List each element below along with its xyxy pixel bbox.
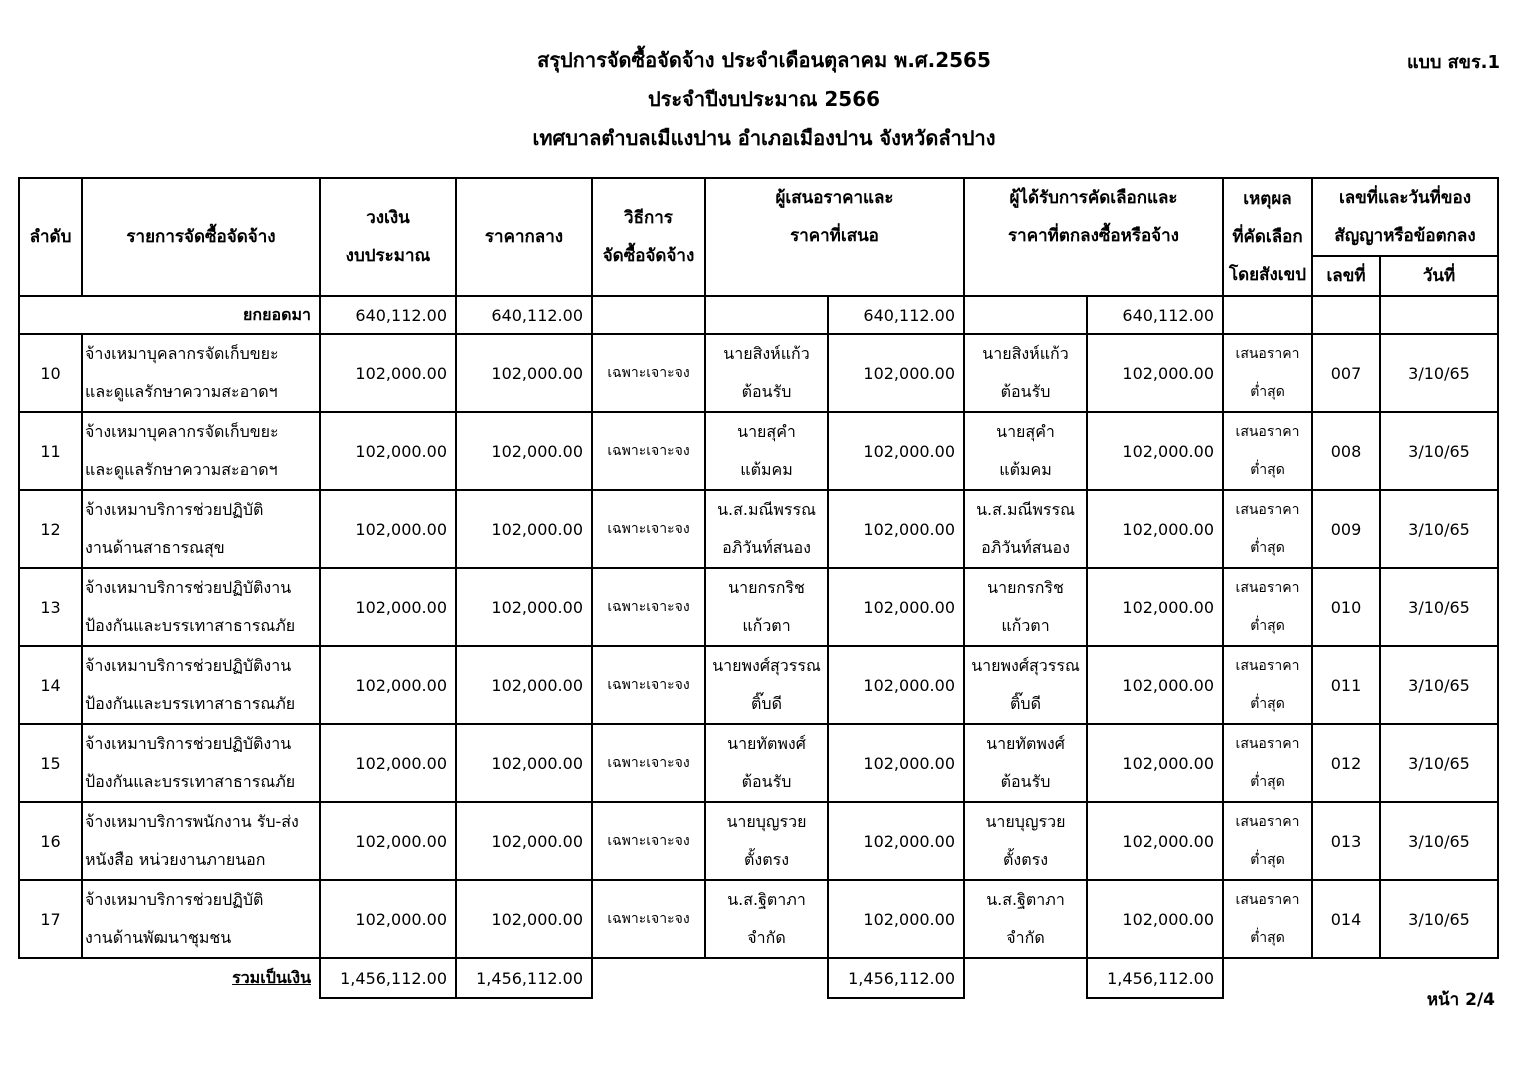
row-winner-line2: ตั้งตรง [1003, 850, 1048, 869]
carry-bid-price: 640,112.00 [828, 296, 964, 334]
row-winner [964, 724, 1087, 802]
row-bidder [705, 724, 828, 802]
row-method: เฉพาะเจาะจง [592, 802, 705, 880]
row-item-line2: งานด้านพัฒนาชุมชน [85, 928, 232, 947]
row-winner [964, 646, 1087, 724]
total-win-price: 1,456,112.00 [1087, 958, 1223, 998]
carry-forward-label: ยกยอดมา [19, 296, 320, 334]
row-bidder-line1: นายทัตพงศ์ [727, 734, 806, 753]
row-bidder-line2: อภิวันท์สนอง [722, 538, 811, 557]
row-item-line2: และดูแลรักษาความสะอาดฯ [85, 460, 278, 479]
row-item [82, 490, 320, 568]
row-contract-no: 010 [1312, 568, 1380, 646]
header-row [19, 178, 1498, 256]
row-budget: 102,000.00 [320, 490, 456, 568]
row-median: 102,000.00 [456, 568, 592, 646]
row-contract-date: 3/10/65 [1380, 568, 1498, 646]
row-reason [1223, 802, 1312, 880]
row-item-line1: จ้างเหมาบริการช่วยปฏิบัติงาน [85, 734, 292, 753]
row-no: 10 [19, 334, 82, 412]
col-header-budget: วงเงิน งบประมาณ [320, 178, 456, 296]
row-budget: 102,000.00 [320, 646, 456, 724]
row-method: เฉพาะเจาะจง [592, 412, 705, 490]
table-row [19, 646, 1498, 724]
row-item-line1: จ้างเหมาบุคลากรจัดเก็บขยะ [85, 422, 279, 441]
total-bidder [705, 958, 828, 998]
row-median: 102,000.00 [456, 490, 592, 568]
row-median: 102,000.00 [456, 334, 592, 412]
row-contract-no: 008 [1312, 412, 1380, 490]
carry-median: 640,112.00 [456, 296, 592, 334]
row-winner-line1: น.ส.ฐิตาภา [986, 890, 1065, 909]
row-bidder-line1: นายสิงห์แก้ว [723, 344, 810, 363]
row-win-price: 102,000.00 [1087, 646, 1223, 724]
row-reason-line1: เสนอราคา [1235, 736, 1300, 752]
row-method: เฉพาะเจาะจง [592, 724, 705, 802]
row-reason-line1: เสนอราคา [1235, 814, 1300, 830]
row-bidder-line1: นายพงศ์สุวรรณ [712, 656, 821, 675]
total-median: 1,456,112.00 [456, 958, 592, 998]
row-no: 11 [19, 412, 82, 490]
row-budget: 102,000.00 [320, 412, 456, 490]
row-winner-line2: ต้อนรับ [1000, 382, 1051, 401]
row-bidder-line1: นายสุคำ [737, 422, 796, 441]
row-contract-date: 3/10/65 [1380, 802, 1498, 880]
total-contract-no [1312, 958, 1380, 998]
row-method: เฉพาะเจาะจง [592, 646, 705, 724]
col-header-contract-date: วันที่ [1380, 256, 1498, 296]
row-bidder-line1: น.ส.มณีพรรณ [717, 500, 816, 519]
row-contract-no: 009 [1312, 490, 1380, 568]
row-contract-date: 3/10/65 [1380, 334, 1498, 412]
row-bidder [705, 412, 828, 490]
row-contract-date: 3/10/65 [1380, 490, 1498, 568]
row-win-price: 102,000.00 [1087, 724, 1223, 802]
row-winner-line1: นายทัตพงศ์ [986, 734, 1065, 753]
row-winner-line1: นายสิงห์แก้ว [982, 344, 1069, 363]
carry-win-price: 640,112.00 [1087, 296, 1223, 334]
total-label-text: รวมเป็นเงิน [232, 968, 311, 987]
row-contract-date: 3/10/65 [1380, 724, 1498, 802]
row-reason-line2: ต่ำสุด [1250, 852, 1285, 868]
row-no: 16 [19, 802, 82, 880]
row-bidder-line1: น.ส.ฐิตาภา [727, 890, 806, 909]
row-item-line1: จ้างเหมาบริการช่วยปฏิบัติงาน [85, 656, 292, 675]
row-item-line2: งานด้านสาธารณสุข [85, 538, 225, 557]
row-winner-line2: อภิวันท์สนอง [981, 538, 1070, 557]
table-row [19, 568, 1498, 646]
row-bid-price: 102,000.00 [828, 724, 964, 802]
row-reason-line1: เสนอราคา [1235, 346, 1300, 362]
row-reason-line2: ต่ำสุด [1250, 540, 1285, 556]
table-row [19, 334, 1498, 412]
document-subtitle: ประจำปีงบประมาณ 2566 [647, 87, 881, 111]
row-method: เฉพาะเจาะจง [592, 880, 705, 958]
row-winner [964, 802, 1087, 880]
row-reason-line2: ต่ำสุด [1250, 774, 1285, 790]
row-item [82, 334, 320, 412]
row-win-price: 102,000.00 [1087, 334, 1223, 412]
page-number: หน้า 2/4 [1426, 990, 1495, 1010]
row-winner-line1: นายพงศ์สุวรรณ [971, 656, 1080, 675]
row-reason-line2: ต่ำสุด [1250, 462, 1285, 478]
row-win-price: 102,000.00 [1087, 802, 1223, 880]
form-code: แบบ สขร.1 [1406, 52, 1500, 73]
row-no: 17 [19, 880, 82, 958]
row-reason-line2: ต่ำสุด [1250, 696, 1285, 712]
col-header-reason: เหตุผล ที่คัดเลือก โดยสังเขป [1223, 178, 1312, 296]
row-bidder [705, 490, 828, 568]
row-bid-price: 102,000.00 [828, 412, 964, 490]
row-winner-line2: ต้อนรับ [1000, 772, 1051, 791]
total-winner [964, 958, 1087, 998]
row-bid-price: 102,000.00 [828, 334, 964, 412]
row-reason [1223, 490, 1312, 568]
row-median: 102,000.00 [456, 412, 592, 490]
row-budget: 102,000.00 [320, 568, 456, 646]
row-bidder-line2: แต้มคม [740, 460, 793, 479]
row-winner [964, 334, 1087, 412]
row-bidder-line1: นายกรกริช [728, 578, 805, 597]
row-item-line2: และดูแลรักษาความสะอาดฯ [85, 382, 278, 401]
row-budget: 102,000.00 [320, 724, 456, 802]
row-bid-price: 102,000.00 [828, 490, 964, 568]
document-title: สรุปการจัดซื้อจัดจ้าง ประจำเดือนตุลาคม พ.ศ.2565 [537, 48, 991, 72]
row-contract-no: 013 [1312, 802, 1380, 880]
row-budget: 102,000.00 [320, 880, 456, 958]
table-row [19, 490, 1498, 568]
row-reason [1223, 724, 1312, 802]
row-win-price: 102,000.00 [1087, 568, 1223, 646]
row-bidder [705, 802, 828, 880]
row-item-line2: ป้องกันและบรรเทาสาธารณภัย [85, 772, 296, 791]
row-reason [1223, 412, 1312, 490]
row-bidder [705, 880, 828, 958]
total-label [19, 958, 320, 998]
row-winner-line1: นายกรกริช [987, 578, 1064, 597]
row-winner [964, 412, 1087, 490]
row-bidder-line2: ติ๊บดี [751, 694, 782, 713]
row-no: 12 [19, 490, 82, 568]
row-no: 14 [19, 646, 82, 724]
total-reason [1223, 958, 1312, 998]
row-bid-price: 102,000.00 [828, 646, 964, 724]
carry-reason [1223, 296, 1312, 334]
row-median: 102,000.00 [456, 880, 592, 958]
col-header-median: ราคากลาง [456, 178, 592, 296]
row-item [82, 724, 320, 802]
carry-forward-row [19, 296, 1498, 334]
col-header-method: วิธีการ จัดซื้อจัดจ้าง [592, 178, 705, 296]
row-bidder-line2: ต้อนรับ [741, 772, 792, 791]
row-winner-line1: นายสุคำ [996, 422, 1055, 441]
row-item-line1: จ้างเหมาบริการพนักงาน รับ-ส่ง [85, 812, 299, 831]
row-method: เฉพาะเจาะจง [592, 568, 705, 646]
row-item-line2: หนังสือ หน่วยงานภายนอก [85, 850, 266, 869]
table-row [19, 724, 1498, 802]
row-winner-line2: แก้วตา [1001, 616, 1050, 635]
row-item-line1: จ้างเหมาบริการช่วยปฏิบัติ [85, 500, 264, 519]
row-winner-line1: นายบุญรวย [985, 812, 1066, 831]
row-median: 102,000.00 [456, 802, 592, 880]
row-bidder [705, 646, 828, 724]
row-win-price: 102,000.00 [1087, 880, 1223, 958]
row-reason [1223, 646, 1312, 724]
total-bid-price: 1,456,112.00 [828, 958, 964, 998]
row-winner-line1: น.ส.มณีพรรณ [976, 500, 1075, 519]
row-contract-date: 3/10/65 [1380, 646, 1498, 724]
row-contract-no: 014 [1312, 880, 1380, 958]
row-reason [1223, 568, 1312, 646]
row-reason [1223, 880, 1312, 958]
carry-contract-no [1312, 296, 1380, 334]
procurement-table [18, 177, 1499, 999]
carry-method [592, 296, 705, 334]
row-bidder-line2: ตั้งตรง [744, 850, 789, 869]
row-contract-date: 3/10/65 [1380, 412, 1498, 490]
row-winner [964, 880, 1087, 958]
row-contract-no: 012 [1312, 724, 1380, 802]
row-reason-line1: เสนอราคา [1235, 892, 1300, 908]
row-no: 15 [19, 724, 82, 802]
row-bidder [705, 568, 828, 646]
row-bid-price: 102,000.00 [828, 568, 964, 646]
row-item-line1: จ้างเหมาบริการช่วยปฏิบัติ [85, 890, 264, 909]
table-row [19, 802, 1498, 880]
row-bidder-line2: ต้อนรับ [741, 382, 792, 401]
row-bidder-line1: นายบุญรวย [726, 812, 807, 831]
row-bidder-line2: แก้วตา [742, 616, 791, 635]
row-item-line2: ป้องกันและบรรเทาสาธารณภัย [85, 694, 296, 713]
row-bidder [705, 334, 828, 412]
row-contract-date: 3/10/65 [1380, 880, 1498, 958]
carry-winner [964, 296, 1087, 334]
document-organization: เทศบาลตำบลเมืแงปาน อำเภอเมืองปาน จังหวัดลำปาง [532, 126, 996, 150]
row-median: 102,000.00 [456, 724, 592, 802]
row-method: เฉพาะเจาะจง [592, 490, 705, 568]
carry-budget: 640,112.00 [320, 296, 456, 334]
row-win-price: 102,000.00 [1087, 412, 1223, 490]
row-no: 13 [19, 568, 82, 646]
row-bid-price: 102,000.00 [828, 802, 964, 880]
row-winner [964, 490, 1087, 568]
row-method: เฉพาะเจาะจง [592, 334, 705, 412]
row-reason-line1: เสนอราคา [1235, 580, 1300, 596]
total-budget: 1,456,112.00 [320, 958, 456, 998]
row-reason-line1: เสนอราคา [1235, 424, 1300, 440]
row-win-price: 102,000.00 [1087, 490, 1223, 568]
row-item [82, 802, 320, 880]
col-header-contract-no: เลขที่ [1312, 256, 1380, 296]
row-bid-price: 102,000.00 [828, 880, 964, 958]
row-item [82, 412, 320, 490]
row-reason-line2: ต่ำสุด [1250, 384, 1285, 400]
row-item [82, 646, 320, 724]
row-item-line1: จ้างเหมาบุคลากรจัดเก็บขยะ [85, 344, 279, 363]
col-header-bidder: ผู้เสนอราคาและ ราคาที่เสนอ [705, 178, 964, 296]
row-budget: 102,000.00 [320, 334, 456, 412]
row-winner-line2: จำกัด [1006, 928, 1045, 947]
row-reason [1223, 334, 1312, 412]
carry-contract-date [1380, 296, 1498, 334]
row-reason-line2: ต่ำสุด [1250, 930, 1285, 946]
row-median: 102,000.00 [456, 646, 592, 724]
row-contract-no: 011 [1312, 646, 1380, 724]
col-header-no: ลำดับ [19, 178, 82, 296]
row-bidder-line2: จำกัด [747, 928, 786, 947]
row-item-line2: ป้องกันและบรรเทาสาธารณภัย [85, 616, 296, 635]
table-row [19, 412, 1498, 490]
carry-bidder [705, 296, 828, 334]
total-row [19, 958, 1498, 998]
row-winner-line2: แต้มคม [999, 460, 1052, 479]
row-contract-no: 007 [1312, 334, 1380, 412]
col-header-winner: ผู้ได้รับการคัดเลือกและ ราคาที่ตกลงซื้อหรือจ้าง [964, 178, 1223, 296]
table-row [19, 880, 1498, 958]
row-reason-line1: เสนอราคา [1235, 502, 1300, 518]
row-item [82, 568, 320, 646]
row-item [82, 880, 320, 958]
col-header-contract: เลขที่และวันที่ของ สัญญาหรือข้อตกลง [1312, 178, 1498, 256]
row-reason-line2: ต่ำสุด [1250, 618, 1285, 634]
row-reason-line1: เสนอราคา [1235, 658, 1300, 674]
col-header-item: รายการจัดซื้อจัดจ้าง [82, 178, 320, 296]
row-item-line1: จ้างเหมาบริการช่วยปฏิบัติงาน [85, 578, 292, 597]
row-winner [964, 568, 1087, 646]
total-method [592, 958, 705, 998]
row-winner-line2: ติ๊บดี [1010, 694, 1041, 713]
row-budget: 102,000.00 [320, 802, 456, 880]
